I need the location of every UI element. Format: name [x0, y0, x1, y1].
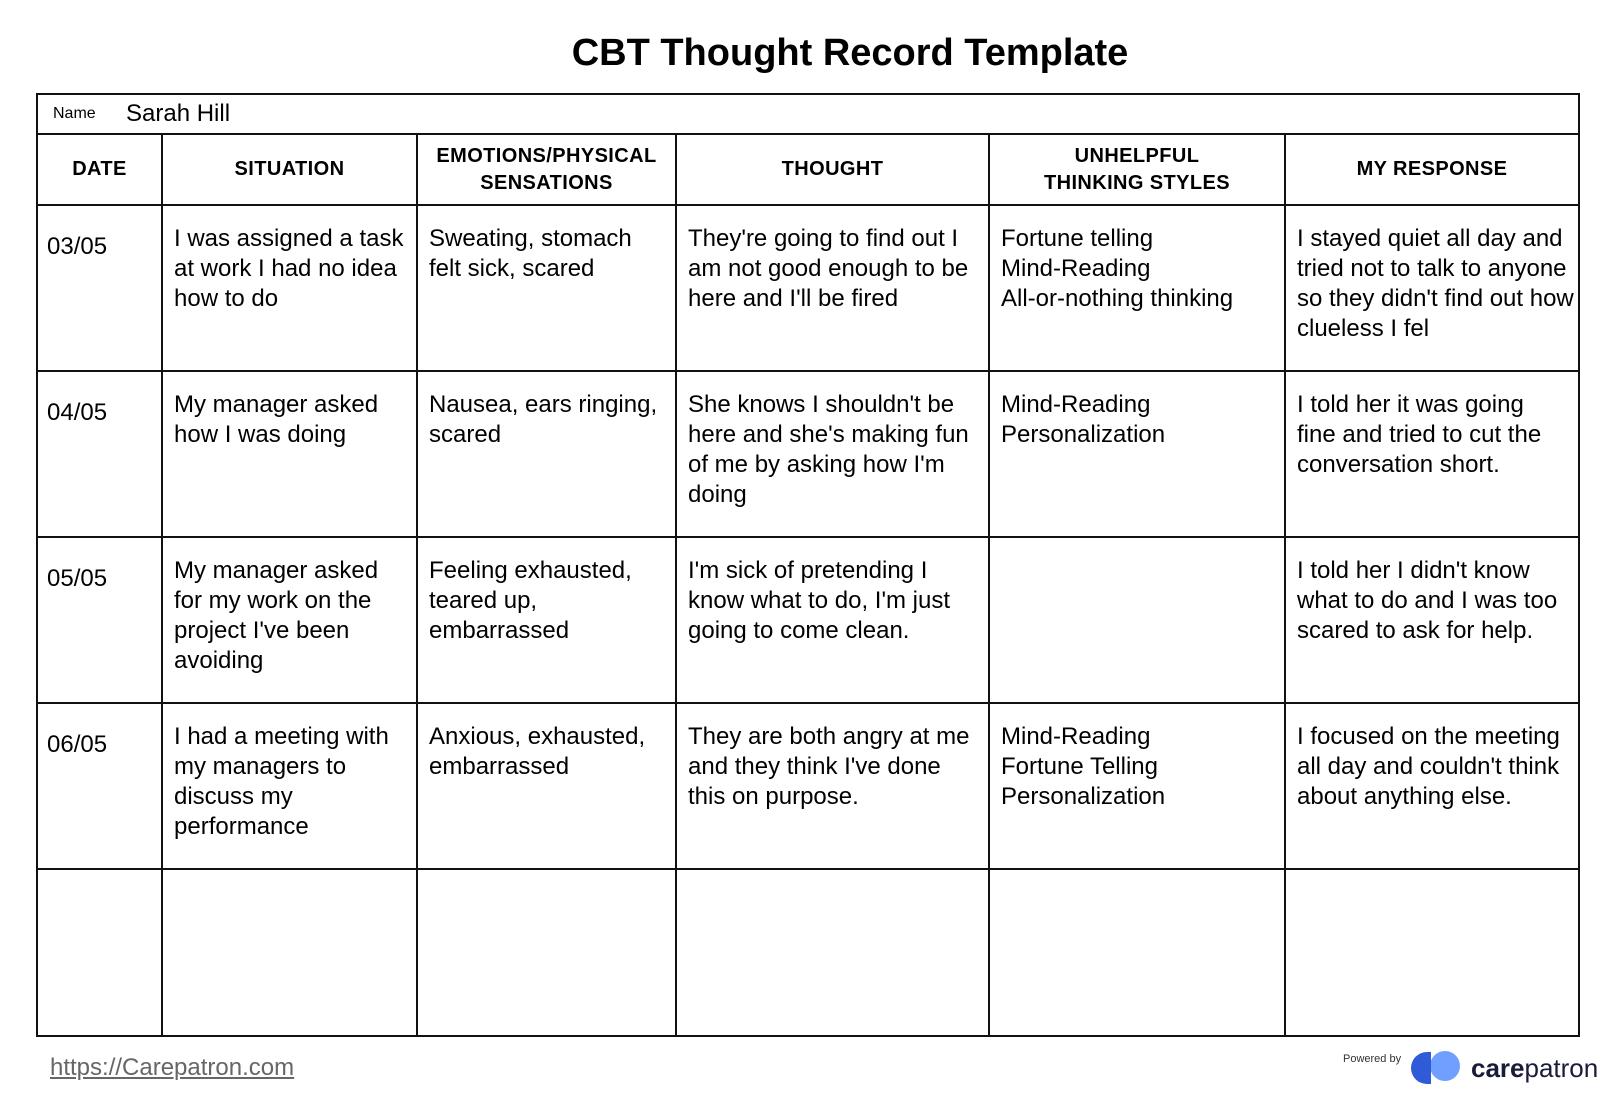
table-row	[38, 537, 1578, 703]
table-row	[38, 205, 1578, 371]
emotions-cell[interactable]	[417, 869, 676, 1035]
response-cell[interactable]: I told her it was going fine and tried to cut the conversation short.	[1285, 371, 1578, 537]
carepatron-logo[interactable]	[1409, 1050, 1598, 1086]
carepatron-logo-icon	[1409, 1050, 1465, 1086]
situation-cell[interactable]: I had a meeting with my managers to discuss my performance	[162, 703, 417, 869]
emotions-cell[interactable]: Nausea, ears ringing, scared	[417, 371, 676, 537]
response-cell[interactable]: I stayed quiet all day and tried not to talk to anyone so they didn't find out how clueless I fel	[1285, 205, 1578, 371]
response-cell[interactable]: I focused on the meeting all day and couldn't think about anything else.	[1285, 703, 1578, 869]
response-cell[interactable]	[1285, 869, 1578, 1035]
thinking-styles-cell[interactable]	[989, 537, 1285, 703]
thought-record-sheet	[36, 93, 1580, 1037]
emotions-cell[interactable]: Sweating, stomach felt sick, scared	[417, 205, 676, 371]
thought-cell[interactable]: They're going to find out I am not good enough to be here and I'll be fired	[676, 205, 989, 371]
brand-bold: care	[1471, 1052, 1525, 1083]
column-header-situation: SITUATION	[162, 135, 417, 205]
column-header-thought: THOUGHT	[676, 135, 989, 205]
brand-rest: patron	[1524, 1052, 1599, 1083]
logo-circle-back	[1430, 1051, 1460, 1081]
name-row	[38, 95, 1578, 135]
emotions-cell[interactable]: Feeling exhausted, teared up, embarrassed	[417, 537, 676, 703]
name-label: Name	[53, 105, 96, 122]
response-cell[interactable]: I told her I didn't know what to do and I was too scared to ask for help.	[1285, 537, 1578, 703]
column-header-thinking-styles: UNHELPFUL THINKING STYLES	[989, 135, 1285, 205]
date-cell[interactable]: 05/05	[38, 537, 162, 703]
page-title: CBT Thought Record Template	[571, 32, 1129, 74]
table-row	[38, 703, 1578, 869]
column-header-response: MY RESPONSE	[1285, 135, 1578, 205]
header-row	[38, 135, 1578, 205]
table-row	[38, 371, 1578, 537]
situation-cell[interactable]: I was assigned a task at work I had no idea how to do	[162, 205, 417, 371]
situation-cell[interactable]: My manager asked for my work on the project I've been avoiding	[162, 537, 417, 703]
thinking-styles-cell[interactable]: Mind-Reading Personalization	[989, 371, 1285, 537]
logo-shape-front	[1411, 1052, 1431, 1084]
thought-cell[interactable]	[676, 869, 989, 1035]
carepatron-link[interactable]: https://Carepatron.com	[50, 1054, 295, 1081]
thought-record-table	[38, 135, 1578, 1035]
date-cell[interactable]: 04/05	[38, 371, 162, 537]
thinking-styles-cell[interactable]	[989, 869, 1285, 1035]
date-cell[interactable]: 03/05	[38, 205, 162, 371]
thinking-styles-cell[interactable]: Mind-Reading Fortune Telling Personalization	[989, 703, 1285, 869]
thinking-styles-cell[interactable]: Fortune telling Mind-Reading All-or-nothing thinking	[989, 205, 1285, 371]
column-header-emotions: EMOTIONS/PHYSICAL SENSATIONS	[417, 135, 676, 205]
situation-cell[interactable]	[162, 869, 417, 1035]
situation-cell[interactable]: My manager asked how I was doing	[162, 371, 417, 537]
thought-cell[interactable]: I'm sick of pretending I know what to do, I'm just going to come clean.	[676, 537, 989, 703]
thought-cell[interactable]: They are both angry at me and they think I've done this on purpose.	[676, 703, 989, 869]
emotions-cell[interactable]: Anxious, exhausted, embarrassed	[417, 703, 676, 869]
carepatron-wordmark	[1471, 1053, 1598, 1084]
date-cell[interactable]	[38, 869, 162, 1035]
date-cell[interactable]: 06/05	[38, 703, 162, 869]
name-value[interactable]: Sarah Hill	[126, 100, 231, 127]
column-header-date: DATE	[38, 135, 162, 205]
thought-cell[interactable]: She knows I shouldn't be here and she's making fun of me by asking how I'm doing	[676, 371, 989, 537]
powered-by-label: Powered by	[1343, 1053, 1402, 1065]
table-row	[38, 869, 1578, 1035]
